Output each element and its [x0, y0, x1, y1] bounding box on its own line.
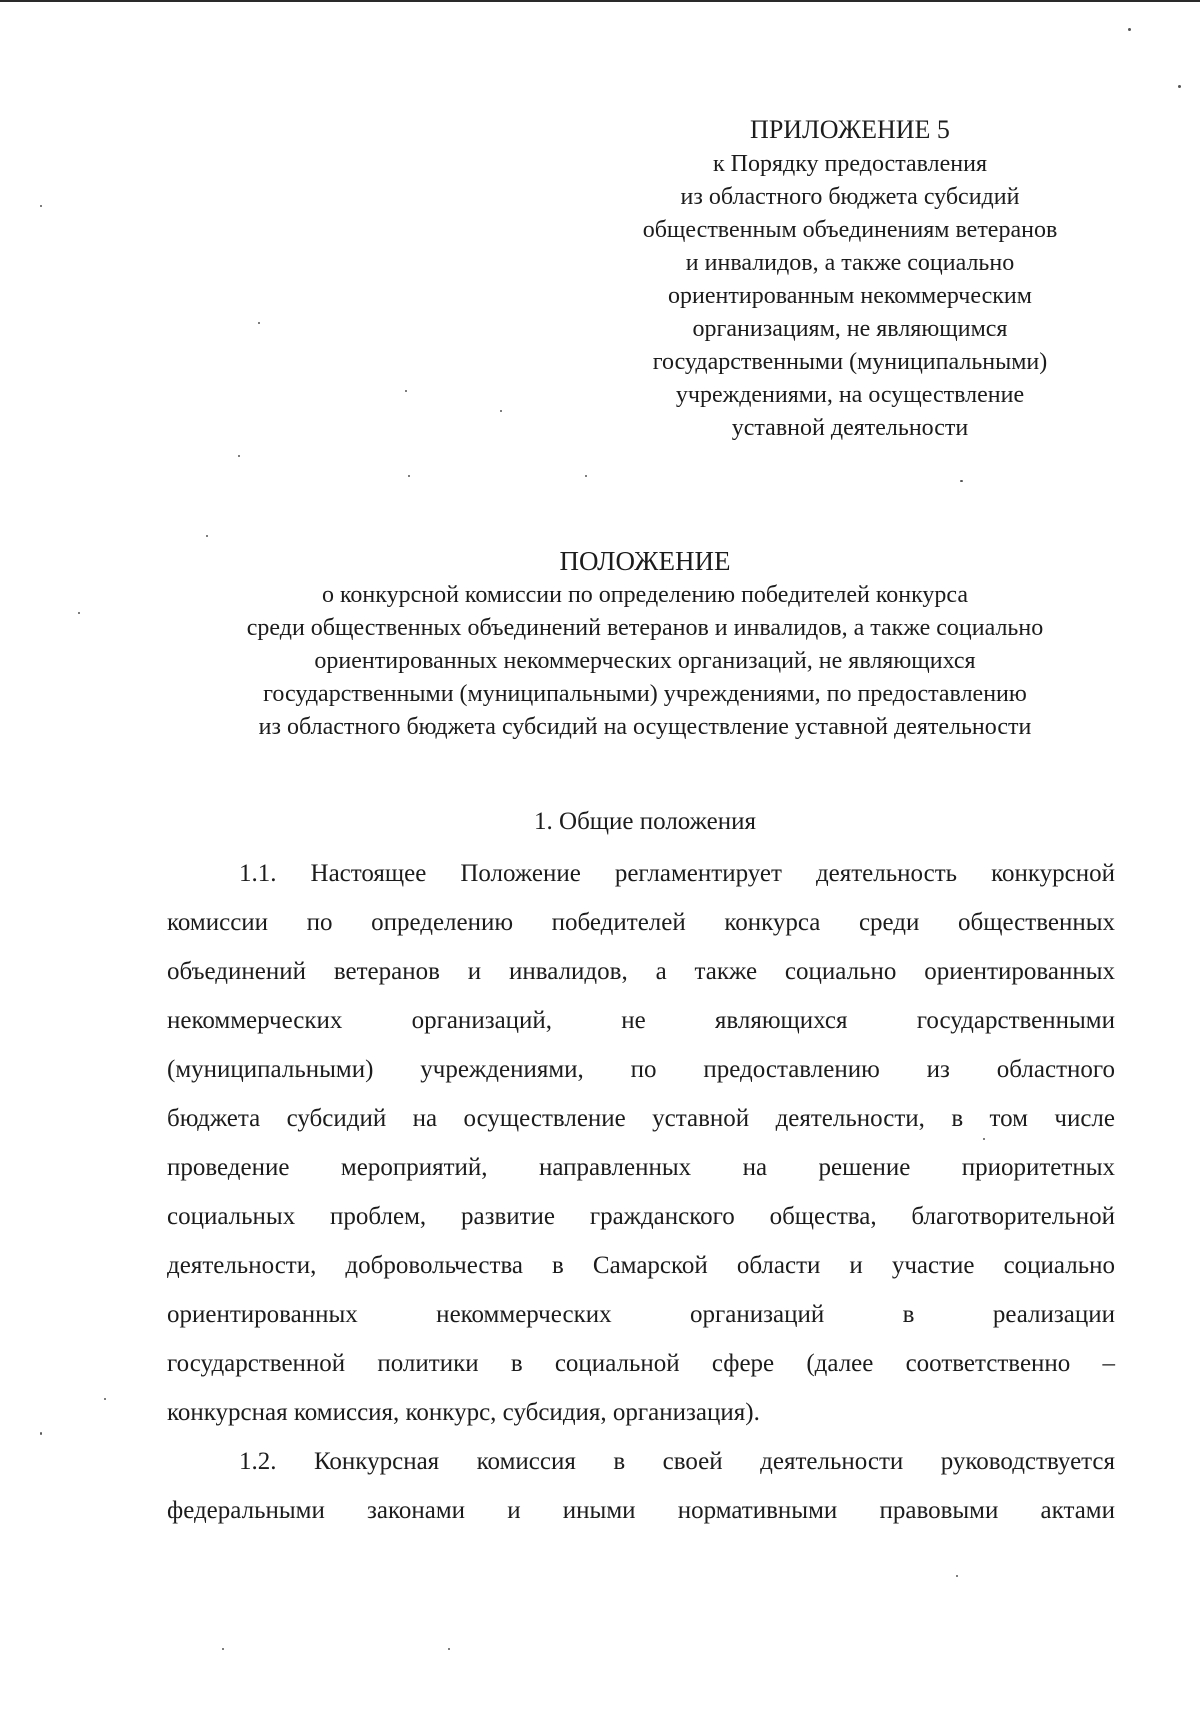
appendix-line: организациям, не являющимся — [692, 316, 1008, 342]
appendix-line: ориентированным некоммерческим — [668, 283, 1032, 309]
scan-speck — [1128, 28, 1131, 31]
scan-speck — [960, 480, 963, 482]
paragraph-line: бюджета субсидий на осуществление уставной деятельности, в том числе — [167, 1105, 1115, 1132]
document-subtitle-line: из областного бюджета субсидий на осуществление уставной деятельности — [258, 714, 1032, 740]
scan-speck — [206, 535, 208, 537]
appendix-title: ПРИЛОЖЕНИЕ 5 — [750, 115, 950, 144]
document-subtitle-line: ориентированных некоммерческих организаций, не являющихся — [314, 648, 976, 674]
document-heading — [150, 543, 1140, 744]
appendix-line: государственными (муниципальными) — [652, 349, 1048, 375]
scan-speck — [500, 410, 502, 412]
document-title: ПОЛОЖЕНИЕ — [559, 546, 731, 576]
paragraph-line: социальных проблем, развитие гражданского общества, благотворительной — [167, 1203, 1115, 1230]
scan-speck — [585, 475, 587, 477]
scan-speck — [1178, 85, 1181, 88]
paragraph-1-2 — [167, 1443, 1115, 1541]
scan-speck — [405, 390, 407, 392]
section-title: 1. Общие положения — [534, 808, 756, 835]
appendix-line: и инвалидов, а также социально — [685, 250, 1015, 276]
appendix-line: уставной деятельности — [731, 415, 969, 441]
scan-speck — [408, 475, 410, 477]
appendix-line: к Порядку предоставления — [712, 151, 987, 177]
appendix-line: общественным объединениям ветеранов — [642, 217, 1058, 243]
paragraph-line: 1.2. Конкурсная комиссия в своей деятельности руководствуется — [239, 1448, 1115, 1475]
document-subtitle-line: о конкурсной комиссии по определению победителей конкурса — [321, 582, 969, 608]
paragraph-line: комиссии по определению победителей конкурса среди общественных — [167, 909, 1115, 936]
paragraph-line: 1.1. Настоящее Положение регламентирует деятельность конкурсной — [239, 860, 1115, 887]
paragraph-line: некоммерческих организаций, не являющихся государственными — [167, 1007, 1115, 1034]
scan-speck — [78, 612, 80, 614]
scan-speck — [238, 455, 240, 457]
document-subtitle-line: среди общественных объединений ветеранов и инвалидов, а также социально — [246, 615, 1044, 641]
scan-speck — [104, 1398, 106, 1400]
top-border-line — [0, 0, 1200, 2]
appendix-line: учреждениями, на осуществление — [675, 382, 1025, 408]
paragraph-line: проведение мероприятий, направленных на решение приоритетных — [167, 1154, 1115, 1181]
body-text — [167, 855, 1115, 1541]
scan-speck — [448, 1648, 450, 1650]
scan-speck — [222, 1648, 224, 1650]
document-subtitle-line: государственными (муниципальными) учреждениями, по предоставлению — [263, 681, 1027, 707]
paragraph-line: ориентированных некоммерческих организаций в реализации — [167, 1301, 1115, 1328]
paragraph-line: (муниципальными) учреждениями, по предоставлению из областного — [167, 1056, 1115, 1083]
scan-speck — [258, 322, 260, 324]
paragraph-line: федеральными законами и иными нормативными правовыми актами — [167, 1497, 1115, 1524]
paragraph-line: деятельности, добровольчества в Самарской области и участие социально — [167, 1252, 1115, 1279]
appendix-header — [590, 112, 1110, 445]
scan-speck — [40, 1432, 42, 1435]
scan-speck — [983, 1138, 985, 1140]
appendix-line: из областного бюджета субсидий — [680, 184, 1020, 210]
scan-speck — [956, 1575, 958, 1577]
paragraph-line: конкурсная комиссия, конкурс, субсидия, организация). — [167, 1399, 760, 1426]
paragraph-line: объединений ветеранов и инвалидов, а также социально ориентированных — [167, 958, 1115, 985]
scan-speck — [40, 205, 42, 207]
paragraph-1-1 — [167, 855, 1115, 1443]
paragraph-line: государственной политики в социальной сфере (далее соответственно – — [167, 1350, 1115, 1377]
